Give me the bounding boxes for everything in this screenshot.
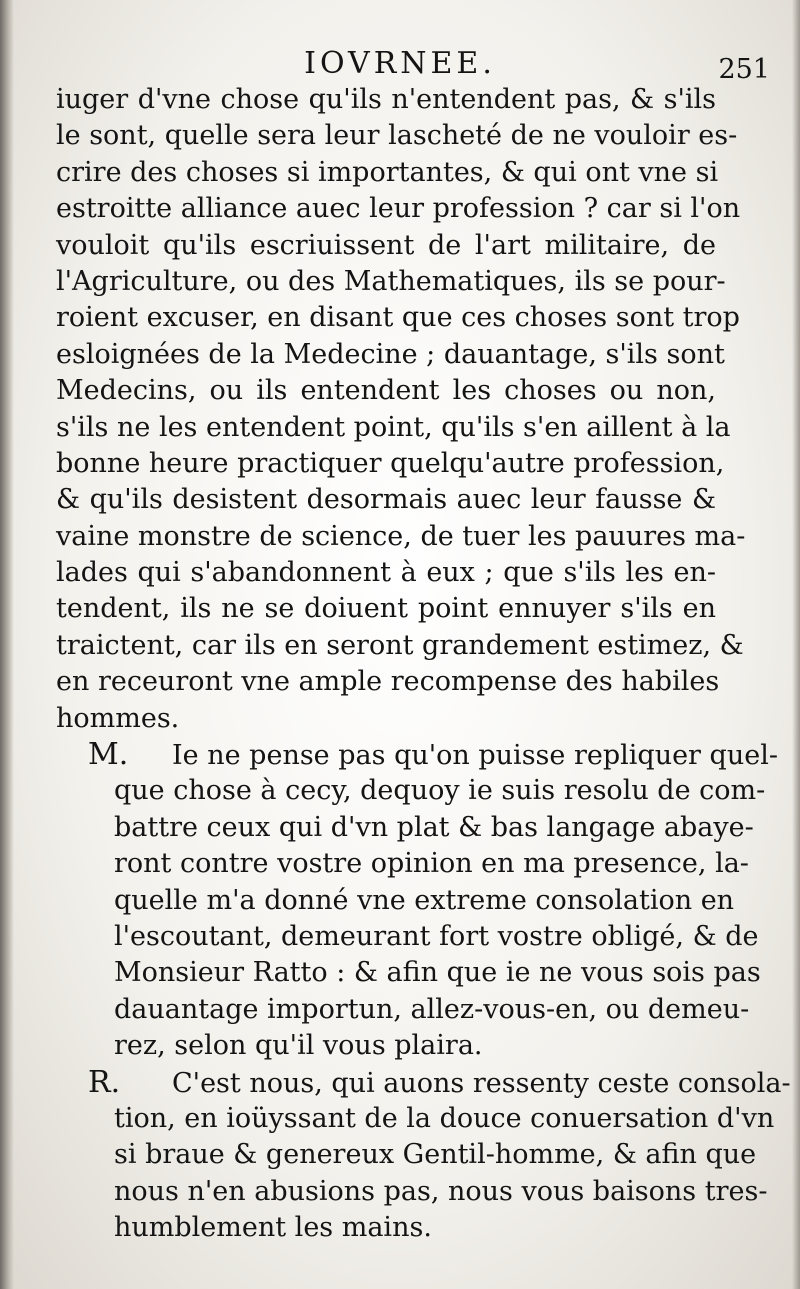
line-text: traictent, car ils en seront grandement estimez, & <box>56 629 744 661</box>
text-line <box>56 82 716 118</box>
line-text: humblement les mains. <box>114 1212 432 1244</box>
text-line <box>56 118 738 154</box>
line-text: si braue & genereux Gentil-homme, & afin que <box>114 1139 757 1171</box>
text-line <box>56 191 741 227</box>
text-line <box>56 701 716 737</box>
line-text: crire des choses si importantes, & qui ont vne si <box>56 156 719 188</box>
text-line <box>56 155 719 191</box>
line-text: bonne heure practiquer quelqu'autre profession, <box>56 447 725 479</box>
line-text: l'escoutant, demeurant fort vostre obligé, & de <box>114 920 759 952</box>
line-text: iuger d'vne chose qu'ils n'entendent pas, & s'ils <box>56 84 716 115</box>
text-line <box>56 1064 791 1101</box>
text-line <box>56 919 759 955</box>
line-text: tendent, ils ne se doiuent point ennuyer s'ils en <box>56 593 716 625</box>
text-line <box>56 482 716 518</box>
line-text: en receuront vne ample recompense des habiles <box>56 666 720 698</box>
text-line <box>56 737 778 773</box>
text-line <box>56 519 746 555</box>
text-line <box>56 810 754 846</box>
text-line <box>56 410 731 446</box>
line-text: vouloit qu'ils escriuissent de l'art militaire, de <box>56 229 716 261</box>
text-line <box>56 1028 716 1064</box>
line-text: hommes. <box>56 702 180 734</box>
text-line <box>56 228 716 264</box>
page-gutter-shadow <box>0 0 14 1289</box>
line-text: estroitte alliance auec leur profession ? car si l'on <box>56 193 741 225</box>
text-line <box>56 992 750 1028</box>
page-header <box>60 44 770 85</box>
text-line <box>56 1210 716 1246</box>
line-text: Monsieur Ratto : & afin que ie ne vous sois pas <box>114 957 761 989</box>
text-line <box>56 555 716 591</box>
text-line <box>56 591 716 627</box>
line-text: nous n'en abusions pas, nous vous baisons tres- <box>114 1175 768 1207</box>
line-text: & qu'ils desistent desormais auec leur fausse & <box>56 484 716 516</box>
text-line <box>56 337 725 373</box>
text-line <box>56 664 720 700</box>
text-line <box>56 883 735 919</box>
text-line <box>56 846 749 882</box>
speaker-mark: M. <box>88 737 129 773</box>
line-text: lades qui s'abandonnent à eux ; que s'ils les en- <box>56 557 716 589</box>
line-text: quelle m'a donné vne extreme consolation en <box>114 884 735 916</box>
text-line <box>56 1137 757 1173</box>
line-text: Medecins, ou ils entendent les choses ou non, <box>56 375 716 407</box>
text-line <box>56 955 761 991</box>
text-line <box>56 446 725 482</box>
line-text: l'Agriculture, ou des Mathematiques, ils se pour- <box>56 265 726 297</box>
line-text: Ie ne pense pas qu'on puisse repliquer quel- <box>172 740 778 772</box>
line-text: dauantage importun, allez-vous-en, ou demeu- <box>114 993 750 1025</box>
line-text: vaine monstre de science, de tuer les pauures ma- <box>56 520 746 552</box>
text-line <box>56 1174 768 1210</box>
line-text: C'est nous, qui auons ressenty ceste consola- <box>172 1067 791 1099</box>
line-text: ront contre vostre opinion en ma presence, la- <box>114 848 749 880</box>
running-title: IOVRNEE. <box>304 46 496 81</box>
text-line <box>56 773 766 809</box>
line-text: battre ceux qui d'vn plat & bas langage abaye- <box>114 811 754 843</box>
text-line <box>56 264 726 300</box>
text-line <box>56 1101 775 1137</box>
line-text: rez, selon qu'il vous plaira. <box>114 1030 483 1062</box>
body-text <box>56 82 791 1247</box>
speaker-mark: R. <box>88 1064 121 1100</box>
line-text: s'ils ne les entendent point, qu'ils s'en aillent à la <box>56 411 731 443</box>
page-edge-shadow <box>792 0 800 1289</box>
text-line <box>56 300 740 336</box>
line-text: tion, en ioüyssant de la douce conuersation d'vn <box>114 1102 775 1134</box>
line-text: le sont, quelle sera leur lascheté de ne vouloir es- <box>56 120 738 152</box>
line-text: que chose à cecy, dequoy ie suis resolu de com- <box>114 775 766 807</box>
line-text: roient excuser, en disant que ces choses sont trop <box>56 302 740 334</box>
page-number: 251 <box>718 54 770 85</box>
line-text: esloignées de la Medecine ; dauantage, s'ils sont <box>56 338 725 370</box>
text-line <box>56 373 716 409</box>
text-line <box>56 628 744 664</box>
